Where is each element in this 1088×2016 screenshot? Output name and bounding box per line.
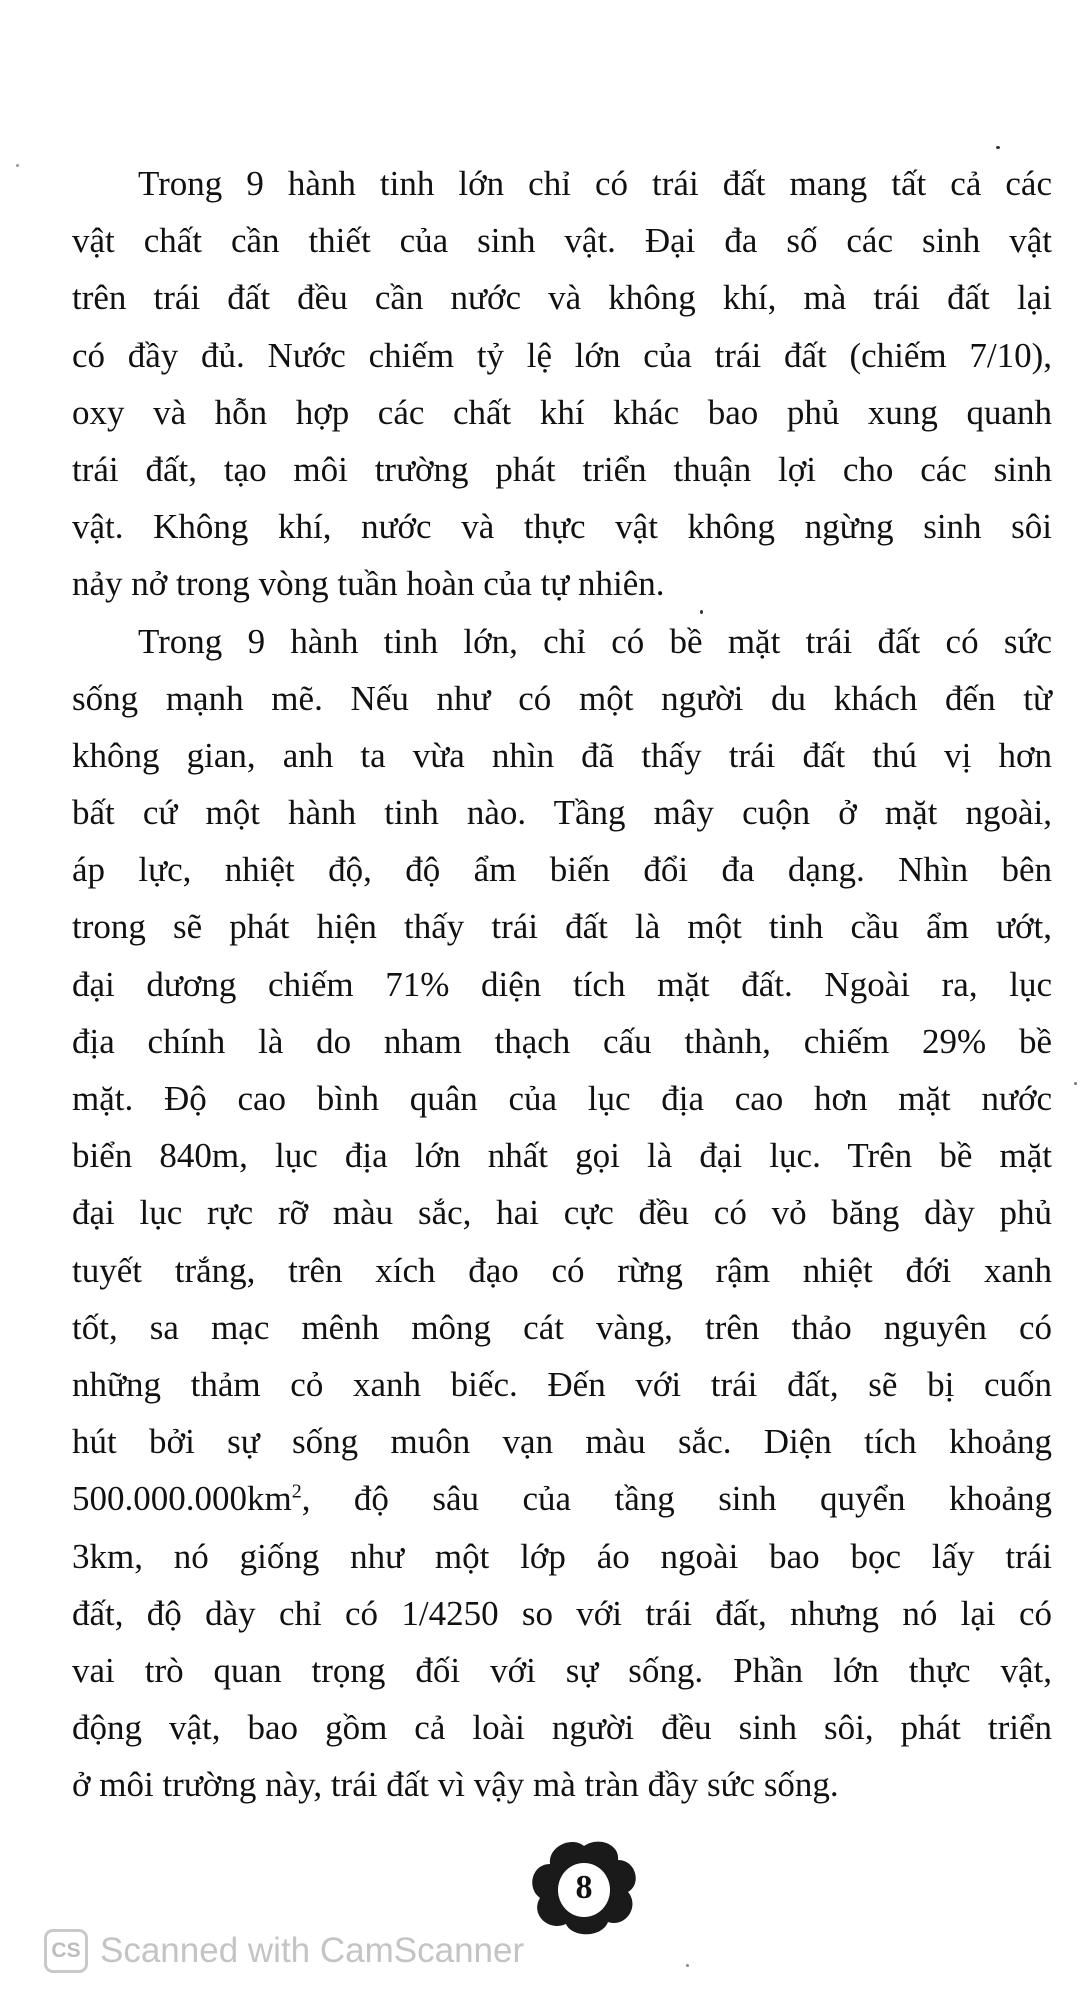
- text-line: mặt. Độ cao bình quân của lục địa cao hơn mặt nước: [72, 1079, 1052, 1118]
- scan-speck: [16, 164, 19, 167]
- text-line: biển 840m, lục địa lớn nhất gọi là đại lục. Trên bề mặt: [72, 1136, 1052, 1176]
- text-line: 3km, nó giống như một lớp áo ngoài bao bọc lấy trái: [72, 1536, 1052, 1576]
- text-line: đại dương chiếm 71% diện tích mặt đất. Ngoài ra, lục: [72, 964, 1052, 1004]
- text-line: trong sẽ phát hiện thấy trái đất là một tinh cầu ẩm ướt,: [72, 907, 1052, 947]
- body-text: [72, 155, 1052, 1813]
- superscript-2: 2: [291, 1480, 302, 1503]
- text-line: những thảm cỏ xanh biếc. Đến với trái đất, sẽ bị cuốn: [72, 1364, 1052, 1404]
- text-line: sống mạnh mẽ. Nếu như có một người du khách đến từ: [72, 678, 1052, 718]
- area-rest: , độ sâu của tầng sinh quyển khoảng: [301, 1479, 1052, 1519]
- text-line: áp lực, nhiệt độ, độ ẩm biến đổi đa dạng. Nhìn bên: [72, 850, 1052, 890]
- page-number: 8: [575, 1869, 593, 1906]
- scan-speck: [700, 610, 703, 614]
- scan-speck: [996, 146, 1000, 149]
- paragraph-1: [72, 155, 1052, 613]
- text-line: ở môi trường này, trái đất vì vậy mà tràn đầy sức sống.: [72, 1765, 839, 1805]
- text-line: đất, độ dày chỉ có 1/4250 so với trái đất, nhưng nó lại có: [72, 1593, 1052, 1633]
- text-line: Trong 9 hành tinh lớn, chỉ có bề mặt trái đất có sức: [138, 621, 1052, 661]
- text-line: địa chính là do nham thạch cấu thành, chiếm 29% bề: [72, 1021, 1052, 1061]
- text-line-area: [72, 1470, 1052, 1527]
- text-line: động vật, bao gồm cả loài người đều sinh sôi, phát triển: [72, 1708, 1052, 1748]
- text-line: trên trái đất đều cần nước và không khí, mà trái đất lại: [72, 278, 1052, 318]
- text-line: oxy và hỗn hợp các chất khí khác bao phủ xung quanh: [72, 392, 1052, 432]
- scan-speck: [1074, 1082, 1077, 1085]
- text-line: Trong 9 hành tinh lớn chỉ có trái đất mang tất cả các: [138, 164, 1052, 203]
- text-line: hút bởi sự sống muôn vạn màu sắc. Diện tích khoảng: [72, 1422, 1052, 1462]
- text-line: đại lục rực rỡ màu sắc, hai cực đều có vỏ băng dày phủ: [72, 1193, 1052, 1233]
- paragraph-2: [72, 613, 1052, 1814]
- text-line: tuyết trắng, trên xích đạo có rừng rậm nhiệt đới xanh: [72, 1250, 1052, 1290]
- text-line: không gian, anh ta vừa nhìn đã thấy trái đất thú vị hơn: [72, 735, 1052, 775]
- camscanner-logo-icon: CS: [44, 1929, 88, 1973]
- text-line: vai trò quan trọng đối với sự sống. Phần lớn thực vật,: [72, 1650, 1052, 1690]
- text-line: vật. Không khí, nước và thực vật không ngừng sinh sôi: [72, 507, 1052, 547]
- text-line: bất cứ một hành tinh nào. Tầng mây cuộn ở mặt ngoài,: [72, 793, 1052, 833]
- text-line: nảy nở trong vòng tuần hoàn của tự nhiên.: [72, 564, 665, 604]
- scan-speck: [686, 1964, 689, 1967]
- watermark-text: Scanned with CamScanner: [100, 1931, 525, 1970]
- text-line: trái đất, tạo môi trường phát triển thuận lợi cho các sinh: [72, 449, 1052, 489]
- text-line: có đầy đủ. Nước chiếm tỷ lệ lớn của trái đất (chiếm 7/10),: [72, 335, 1052, 375]
- text-line: vật chất cần thiết của sinh vật. Đại đa số các sinh vật: [72, 221, 1052, 261]
- area-value: 500.000.000km: [72, 1479, 292, 1519]
- text-line: tốt, sa mạc mênh mông cát vàng, trên thảo nguyên có: [72, 1307, 1052, 1347]
- page-number-ornament: [528, 1838, 640, 1938]
- camscanner-watermark: [44, 1926, 524, 1976]
